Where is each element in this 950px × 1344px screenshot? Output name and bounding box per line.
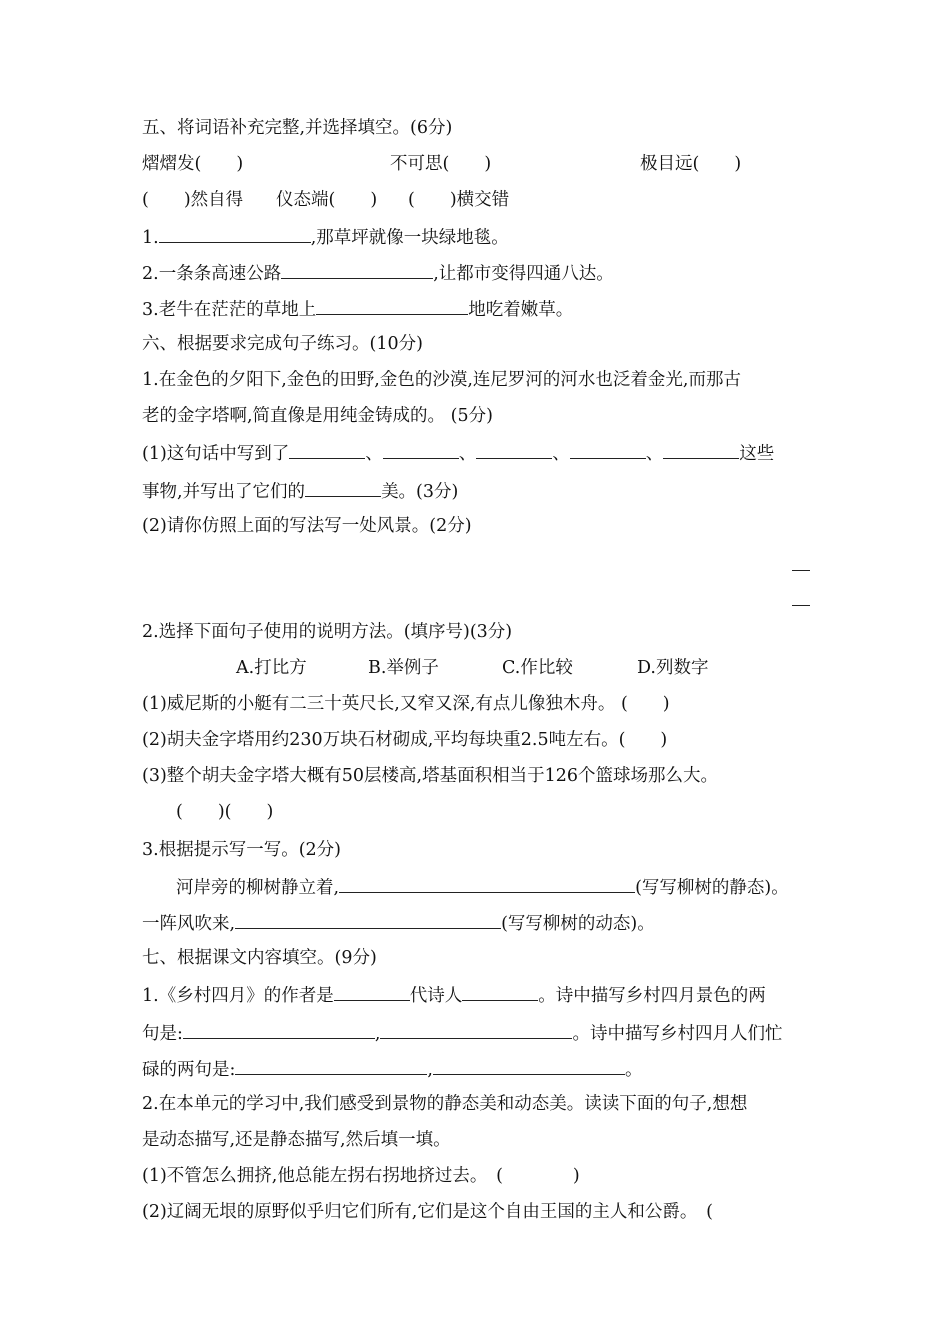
question-text: 1. [142,228,159,248]
option-d: D.列数字 [637,658,709,678]
question-text: 一阵风吹来, [142,914,236,934]
question-text: (写写柳树的动态)。 [501,914,655,934]
answer-blank[interactable] [383,440,459,459]
question-text: 2.在本单元的学习中,我们感受到景物的静态美和动态美。读读下面的句子,想想 [142,1094,748,1114]
answer-blank[interactable] [235,1056,427,1075]
option-c: C.作比较 [502,658,573,678]
word-item: ( )然自得 [142,190,244,210]
separator: , [427,1060,433,1080]
question-text: ,让都市变得四通八达。 [433,264,614,284]
answer-blank[interactable] [570,440,646,459]
question-text: 3.根据提示写一写。(2分) [142,840,341,860]
fill-question [142,224,509,250]
fill-question [142,982,766,1008]
question-text: 美。(3分) [381,482,459,502]
question-text: (2)请你仿照上面的写法写一处风景。(2分) [142,516,472,536]
question-text: 2.一条条高速公路 [142,264,282,284]
answer-blank[interactable] [281,260,433,279]
question-text: 地吃着嫩草。 [468,300,574,320]
answer-blank[interactable] [433,1056,625,1075]
answer-blank[interactable] [289,440,365,459]
separator: 、 [645,444,664,464]
option-a: A.打比方 [236,658,307,678]
separator: 、 [365,444,383,464]
answer-blank[interactable] [235,910,501,929]
question-text: 。诗中描写乡村四月人们忙 [572,1024,783,1044]
question-text: 这些 [739,444,775,464]
word-item: ( )横交错 [408,190,510,210]
fill-question [142,478,458,504]
fill-question [176,874,789,900]
answer-line[interactable] [792,605,810,606]
answer-blank[interactable] [305,478,381,497]
section-6-title: 六、根据要求完成句子练习。(10分) [142,334,423,354]
fill-question [142,910,655,936]
question-text: 1.《乡村四月》的作者是 [142,986,334,1006]
question-text: (3)整个胡夫金字塔大概有50层楼高,塔基面积相当于126个篮球场那么大。 [142,766,719,786]
question-text: 老的金字塔啊,简直像是用纯金铸成的。 (5分) [142,406,493,426]
question-text: 是动态描写,还是静态描写,然后填一填。 [142,1130,451,1150]
word-item: 不可思( ) [390,154,492,174]
answer-blank[interactable] [159,224,311,243]
question-text: 碌的两句是: [142,1060,236,1080]
word-item: 仪态端( ) [276,190,378,210]
question-text: 事物,并写出了它们的 [142,482,306,502]
question-text: (1)不管怎么拥挤,他总能左拐右拐地挤过去。 ( ) [142,1166,580,1186]
question-text: (1)这句话中写到了 [142,444,290,464]
answer-blank[interactable] [339,874,635,893]
question-text: 河岸旁的柳树静立着, [176,878,340,898]
question-text: 代诗人 [409,986,463,1006]
question-text: (2)胡夫金字塔用约230万块石材砌成,平均每块重2.5吨左右。( ) [142,730,668,750]
fill-question [142,260,614,286]
question-text: 1.在金色的夕阳下,金色的田野,金色的沙漠,连尼罗河的河水也泛着金光,而那古 [142,370,741,390]
answer-blank[interactable] [183,1020,375,1039]
separator: 、 [458,444,477,464]
fill-question [142,296,573,322]
question-text: 。诗中描写乡村四月景色的两 [538,986,766,1006]
fill-question [142,1020,782,1046]
answer-blank[interactable] [663,440,739,459]
question-text: 2.选择下面句子使用的说明方法。(填序号)(3分) [142,622,513,642]
question-text: 句是: [142,1024,183,1044]
answer-blank[interactable] [316,296,468,315]
question-text: (2)辽阔无垠的原野似乎归它们所有,它们是这个自由王国的主人和公爵。 ( [142,1202,713,1222]
question-text: 3.老牛在茫茫的草地上 [142,300,317,320]
option-b: B.举例子 [368,658,439,678]
section-5-title: 五、将词语补充完整,并选择填空。(6分) [142,118,453,138]
question-text: ,那草坪就像一块绿地毯。 [310,228,509,248]
answer-blank[interactable] [476,440,552,459]
answer-blank[interactable] [334,982,410,1001]
answer-line[interactable] [792,570,810,571]
question-text: (写写柳树的静态)。 [635,878,789,898]
word-item: 熠熠发( ) [142,154,244,174]
word-item: 极目远( ) [640,154,742,174]
section-7-title: 七、根据课文内容填空。(9分) [142,948,377,968]
fill-question [142,440,774,466]
separator: , [374,1024,381,1044]
answer-blank[interactable] [380,1020,572,1039]
separator: 。 [624,1060,643,1080]
separator: 、 [552,444,570,464]
fill-question [142,1056,642,1082]
answer-brackets[interactable]: ( )( ) [176,802,274,822]
question-text: (1)威尼斯的小艇有二三十英尺长,又窄又深,有点儿像独木舟。 ( ) [142,694,670,714]
answer-blank[interactable] [462,982,538,1001]
